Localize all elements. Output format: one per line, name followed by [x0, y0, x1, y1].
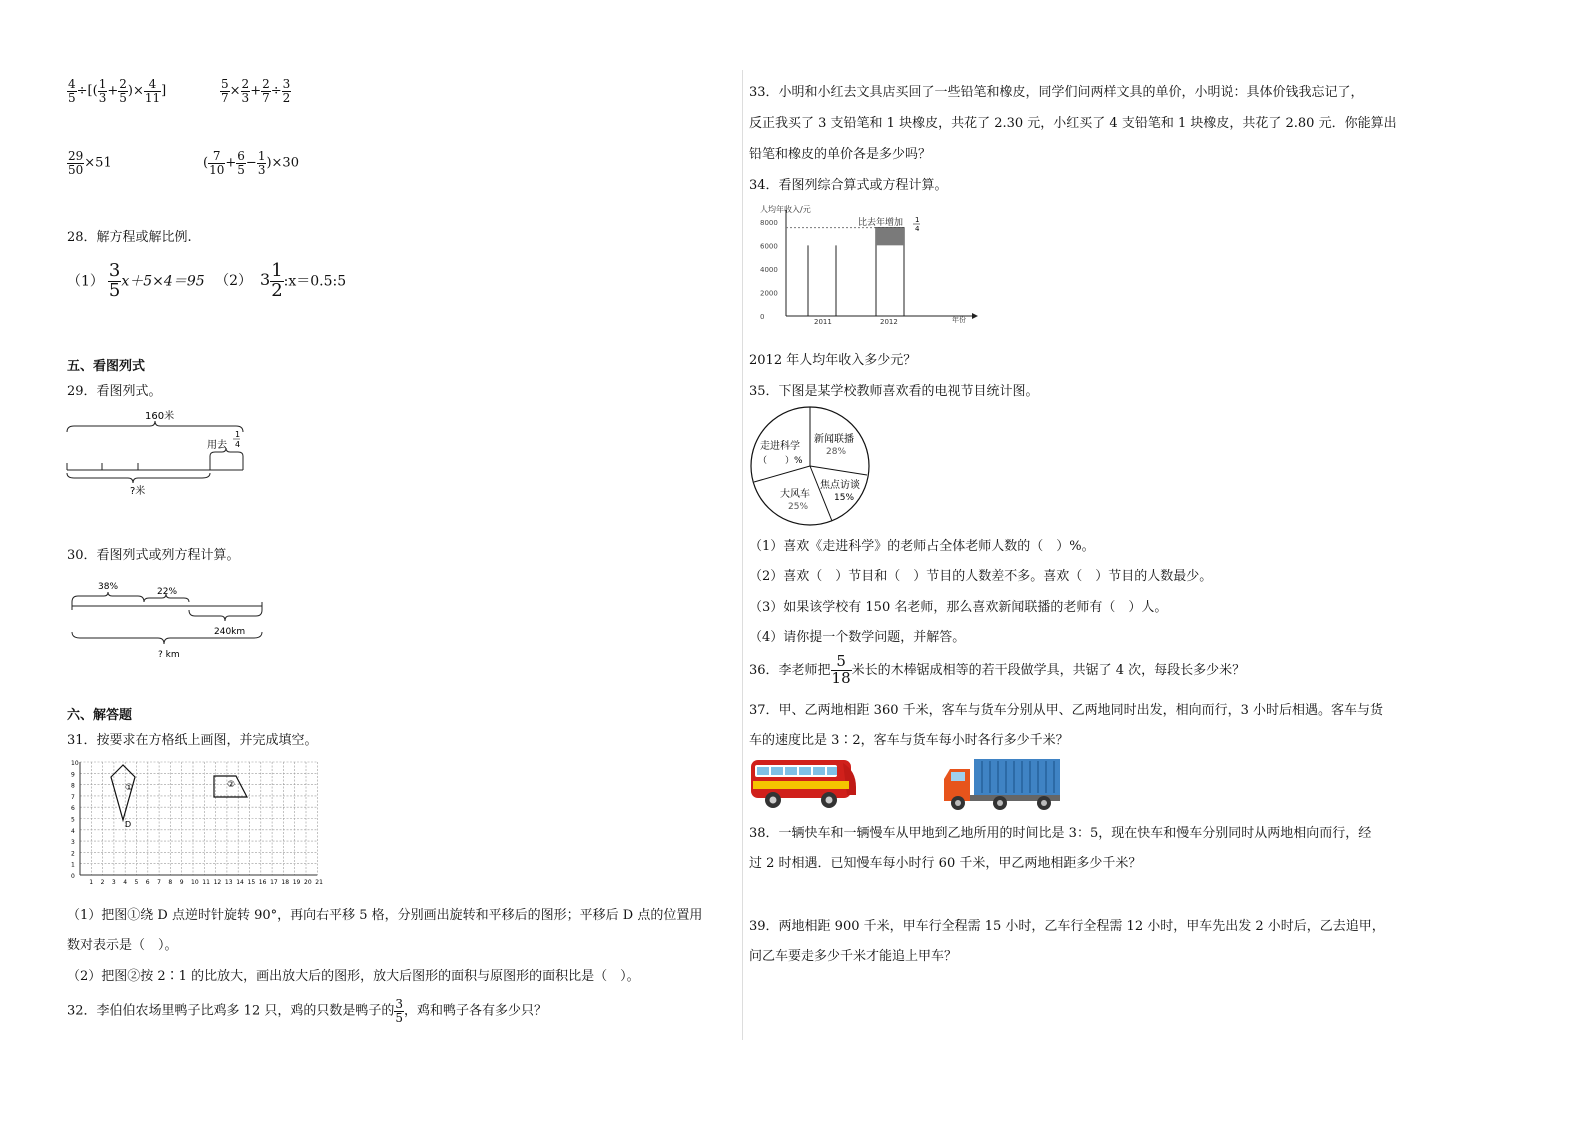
truck-image	[940, 757, 1064, 813]
pie-label-kejiao: 走进科学	[760, 441, 800, 452]
pie-label-focus: 焦点访谈	[820, 480, 860, 491]
chart-annotation-num: 1	[915, 216, 920, 224]
grid-x-tick-label: 11	[202, 879, 210, 886]
q34-question: 2012 年人均年收入多少元？	[749, 353, 917, 368]
q31-title: 31．按要求在方格纸上画图，并完成填空。	[67, 733, 318, 748]
grid-x-tick-label: 3	[111, 879, 116, 886]
shape-2-mark: ②	[227, 780, 236, 790]
grid-y-tick-label: 8	[71, 782, 75, 790]
q36-text: 36．李老师把 $\frac{5}{18}$ 米长的木棒锯成相等的若干段做学具，共锯了 4 次，每段长多少米？	[749, 652, 1246, 687]
grid-x-tick-label: 9	[179, 879, 184, 886]
chart-y-tick-label: 6000	[760, 242, 778, 251]
grid-lines	[80, 762, 317, 875]
grid-y-ticks	[71, 760, 79, 880]
q34-bar-chart	[752, 200, 984, 328]
grid-y-tick-label: 5	[71, 816, 75, 824]
q29-top-brace	[67, 421, 243, 432]
q33-line1: 33．小明和小红去文具店买回了一些铅笔和橡皮，同学们问两样文具的单价，小明说：具体价钱我忘记了，	[749, 85, 1364, 100]
grid-x-tick-label: 14	[236, 879, 244, 886]
grid-y-tick-label: 6	[71, 805, 75, 813]
q30-label-3: 240km	[214, 627, 246, 637]
q30-brace-1	[72, 592, 144, 602]
q37-line2: 车的速度比是 3∶2，客车与货车每小时各行多少千米？	[749, 733, 1069, 748]
q38-line2: 过 2 时相遇．已知慢车每小时行 60 千米，甲乙两地相距多少千米？	[749, 856, 1142, 871]
pie-pct-news: 28%	[826, 447, 847, 457]
grid-y-tick-label: 9	[71, 771, 75, 779]
chart-bars	[808, 228, 904, 316]
q35-sub4: （4）请你提一个数学问题，并解答。	[749, 630, 966, 645]
chart-y-label: 人均年收入/元	[760, 205, 811, 214]
grid-x-tick-label: 17	[270, 879, 278, 886]
grid-y-tick-label: 3	[71, 839, 75, 847]
q29-used-den: 4	[235, 440, 241, 449]
calc-expression-1: $\frac{4}{5}$ ÷[( $\frac{1}{3}$ + $\frac{2}{5}$ )× $\frac{4}{11}$ ]	[68, 77, 167, 105]
chart-x-label: 年份	[952, 316, 966, 324]
grid-y-tick-label: 7	[71, 793, 75, 801]
q28-equations: （1） $\frac{3}{5}$ x＋5×4＝95 （2） 3 $\frac{1}{2}$ :x＝0.5:5	[67, 260, 347, 301]
q31-grid	[64, 756, 330, 888]
q30-brace-3	[189, 610, 262, 621]
grid-x-tick-label: 19	[292, 879, 301, 886]
grid-x-tick-label: 21	[315, 879, 323, 886]
q39-line2: 问乙车要走多少千米才能追上甲车？	[749, 949, 958, 964]
grid-x-tick-label: 5	[134, 879, 139, 886]
q31-sub2: （2）把图②按 2∶1 的比放大，画出放大后的图形，放大后图形的面积与原图形的面积比是（ ）。	[67, 969, 640, 984]
q35-sub3: （3）如果该学校有 150 名老师，那么喜欢新闻联播的老师有（ ）人。	[749, 600, 1168, 615]
q29-used-num: 1	[235, 430, 241, 439]
calc-expression-4: ( $\frac{7}{10}$ + $\frac{6}{5}$ − $\frac{1}{3}$ )×30	[203, 149, 299, 177]
bus-image	[749, 757, 859, 811]
chart-x-ticks	[814, 318, 898, 326]
grid-x-tick-label: 4	[123, 879, 128, 886]
q32-text: 32．李伯伯农场里鸭子比鸡多 12 只，鸡的只数是鸭子的 $\frac{3}{5}$ ，鸡和鸭子各有多少只？	[67, 997, 548, 1025]
chart-annotation-den: 4	[915, 225, 920, 233]
grid-x-tick-label: 18	[281, 879, 290, 886]
chart-y-tick-label: 8000	[760, 218, 778, 227]
q30-brace-2	[144, 594, 189, 602]
grid-x-tick-label: 2	[100, 879, 105, 886]
point-d-label: D	[125, 820, 132, 829]
grid-x-tick-label: 6	[145, 879, 150, 886]
column-divider	[742, 70, 743, 1040]
q33-line2: 反正我买了 3 支铅笔和 1 块橡皮，共花了 2.30 元，小红买了 4 支铅笔和 1 块橡皮，共花了 2.80 元．你能算出	[749, 116, 1397, 131]
chart-x-tick-label: 2012	[880, 318, 898, 326]
q29-line-diagram	[62, 404, 257, 502]
grid-y-tick-label: 4	[71, 827, 75, 835]
q28-title: 28．解方程或解比例.	[67, 230, 192, 245]
grid-y-tick-label: 10	[71, 760, 79, 767]
q30-title: 30．看图列式或列方程计算。	[67, 548, 240, 563]
chart-y-tick-label: 4000	[760, 265, 778, 274]
section-5-heading: 五、看图列式	[67, 359, 146, 374]
pie-pct-focus: 15%	[834, 493, 855, 503]
grid-x-tick-label: 15	[247, 879, 256, 886]
pie-label-news: 新闻联播	[814, 434, 854, 445]
q29-bottom-brace	[67, 473, 210, 483]
q34-title: 34．看图列综合算式或方程计算。	[749, 178, 948, 193]
q35-pie-chart	[748, 404, 874, 528]
q29-bottom-label: ?米	[130, 486, 146, 497]
chart-x-tick-label: 2011	[814, 318, 832, 326]
q37-line1: 37．甲、乙两地相距 360 千米，客车与货车分别从甲、乙两地同时出发，相向而行，3 小时后相遇。客车与货	[749, 703, 1384, 718]
pie-label-wheel: 大风车	[780, 489, 810, 500]
q29-used-label: 用去	[207, 440, 227, 451]
q29-title: 29．看图列式。	[67, 384, 162, 399]
grid-x-tick-label: 1	[89, 879, 94, 886]
truck-container	[974, 759, 1060, 795]
q35-sub2: （2）喜欢（ ）节目和（ ）节目的人数差不多。喜欢（ ）节目的人数最少。	[749, 569, 1213, 584]
grid-x-tick-label: 10	[191, 879, 199, 886]
q29-top-label: 160米	[145, 411, 175, 422]
grid-y-tick-label: 1	[71, 861, 75, 869]
q30-label-1: 38%	[98, 582, 119, 592]
chart-y-tick-label: 2000	[760, 289, 778, 298]
chart-y-ticks	[760, 219, 778, 321]
bar-2012-increase	[876, 228, 904, 246]
chart-y-tick-label: 0	[760, 313, 765, 321]
chart-annotation: 比去年增加	[858, 218, 904, 228]
grid-x-tick-label: 20	[304, 879, 312, 886]
q35-title: 35．下图是某学校教师喜欢看的电视节目统计图。	[749, 384, 1039, 399]
q39-line1: 39．两地相距 900 千米，甲车行全程需 15 小时，乙车行全程需 12 小时，甲车先出发 2 小时后，乙去追甲，	[749, 919, 1385, 934]
q30-line-diagram	[64, 576, 274, 664]
q30-label-2: 22%	[157, 587, 178, 597]
grid-x-tick-label: 8	[168, 879, 173, 886]
section-6-heading: 六、解答题	[67, 708, 133, 723]
grid-x-tick-label: 13	[224, 879, 233, 886]
calc-expression-2: $\frac{5}{7}$ × $\frac{2}{3}$ + $\frac{2}{7}$ ÷ $\frac{3}{2}$	[221, 77, 291, 105]
grid-x-tick-label: 12	[213, 879, 222, 886]
grid-y-tick-label: 2	[71, 850, 75, 858]
q31-sub1-line1: （1）把图①绕 D 点逆时针旋转 90°，再向右平移 5 格，分别画出旋转和平移后的图形；平移后 D 点的位置用	[67, 908, 703, 923]
q30-bottom-label: ? km	[158, 650, 180, 660]
calc-expression-3: $\frac{29}{50}$ ×51	[68, 149, 112, 177]
shape-1-mark: ①	[125, 783, 134, 793]
q38-line1: 38．一辆快车和一辆慢车从甲地到乙地所用的时间比是 3：5，现在快车和慢车分别同时从两地相向而行，经	[749, 826, 1372, 841]
grid-x-tick-label: 7	[157, 879, 161, 886]
pie-pct-kejiao: （ ）%	[758, 456, 803, 466]
q35-sub1: （1）喜欢《走进科学》的老师占全体老师人数的（ ）%。	[749, 539, 1095, 554]
grid-y-tick-label: 0	[71, 873, 75, 880]
grid-x-tick-label: 16	[258, 879, 267, 886]
grid-x-ticks	[89, 879, 323, 886]
q33-line3: 铅笔和橡皮的单价各是多少吗？	[749, 147, 932, 162]
q31-sub1-line2: 数对表示是（ ）。	[67, 938, 178, 953]
pie-pct-wheel: 25%	[788, 502, 809, 512]
